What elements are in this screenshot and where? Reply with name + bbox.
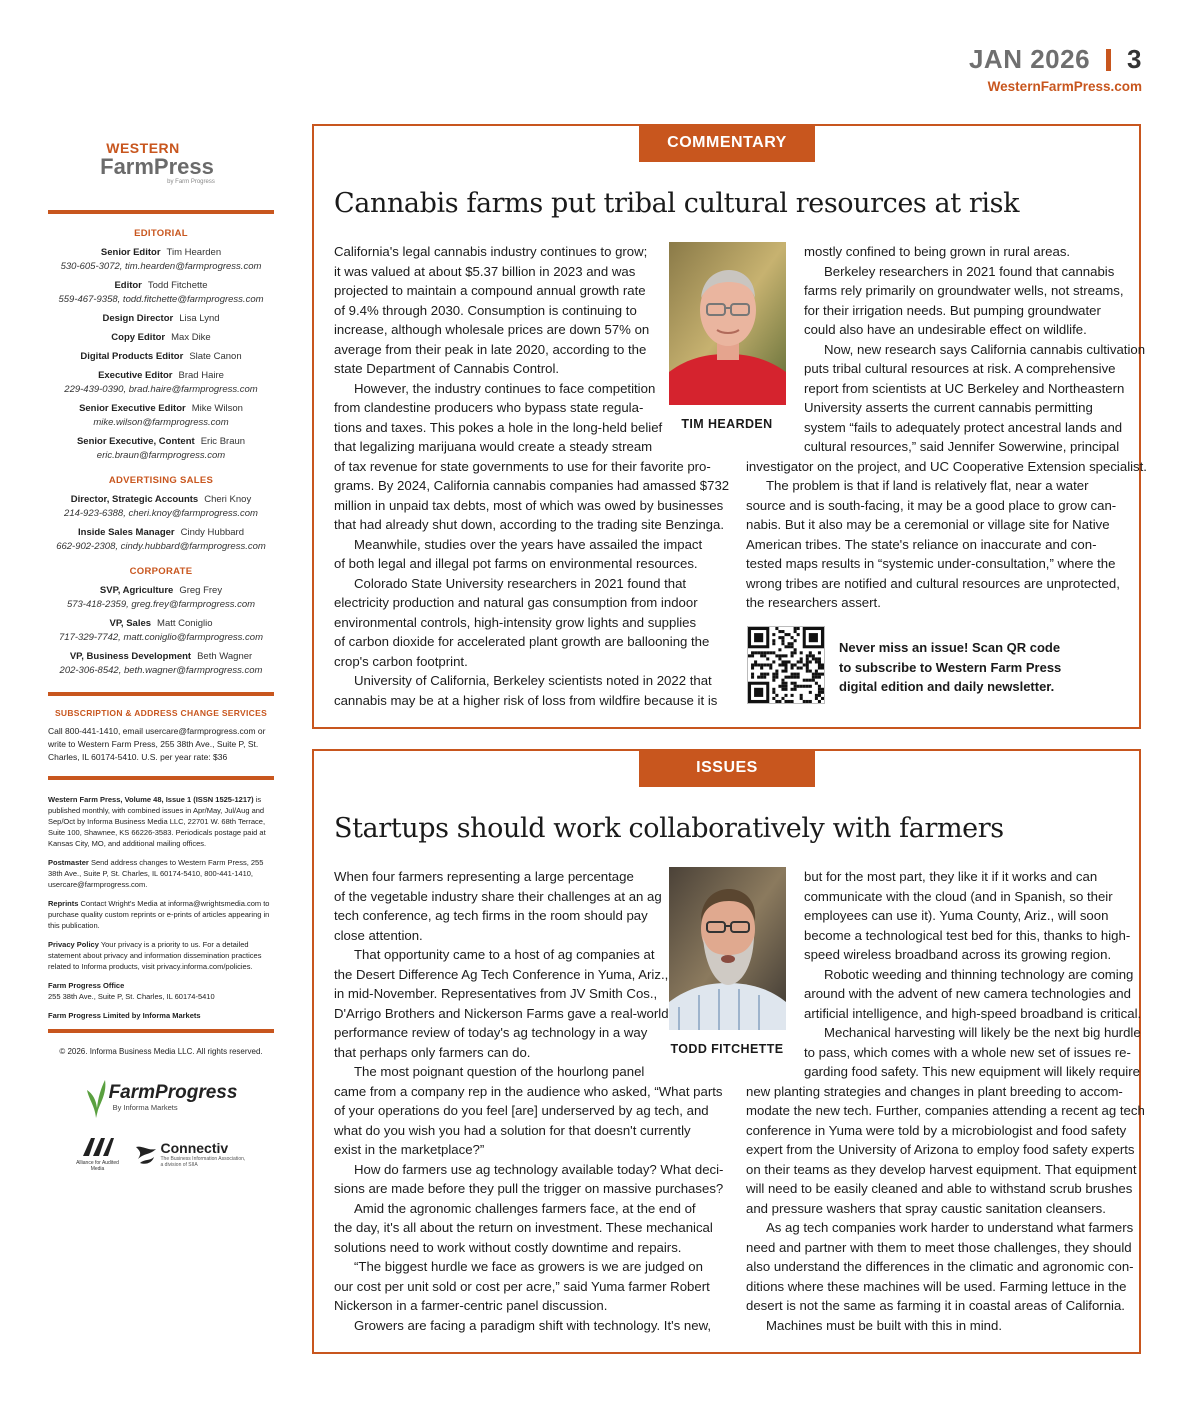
text-line: Growers are facing a paradigm shift with technology. It's new, — [354, 1317, 712, 1333]
article-column-2 — [746, 867, 1145, 1335]
text-line: of your operations do you feel [are] underserved by ag tech, and — [334, 1103, 709, 1118]
qr-promo-line: digital edition and daily newsletter. — [839, 679, 1055, 694]
text-line: what do you wish you had a solution for that doesn't currently — [334, 1122, 691, 1138]
text-line: Mechanical harvesting will likely be the next big hurdle — [824, 1025, 1141, 1040]
entry-role: Digital Products Editor — [80, 351, 184, 362]
legal-notice — [48, 898, 274, 931]
page-number: 3 — [1127, 44, 1142, 74]
text-line: University asserts the current cannabis permitting — [804, 400, 1093, 415]
entry-contact[interactable]: 214-923-6388, cheri.knoy@farmprogress.com — [64, 508, 258, 519]
entry-contact[interactable]: 202-306-8542, beth.wagner@farmprogress.com — [59, 665, 263, 676]
site-url[interactable]: WesternFarmPress.com — [987, 79, 1142, 94]
text-line: sions are made before they pull the trigger on massive purchases? — [334, 1181, 724, 1196]
masthead-entry — [48, 246, 274, 274]
text-line: wrong tribes are notified and cultural resources are unprotected, — [746, 575, 1120, 591]
legal-notice — [48, 1010, 274, 1021]
qr-promo-line: Never miss an issue! Scan QR code — [839, 640, 1061, 655]
text-line: of both legal and illegal pot farms on environmental resources. — [334, 556, 698, 571]
text-line: Berkeley researchers in 2021 found that cannabis — [824, 263, 1115, 279]
text-line: will need to be easily cleaned and able to withstand scrub brushes — [746, 1181, 1133, 1196]
text-line: employees can use it). Yuma County, Ariz., will soon — [804, 908, 1109, 923]
subscribe-qr-code[interactable] — [747, 626, 825, 704]
editorial-title: EDITORIAL — [134, 228, 188, 239]
corporate-title: CORPORATE — [129, 566, 193, 577]
masthead-entry — [48, 435, 274, 463]
logo-by-text: by Farm Progress — [167, 179, 215, 185]
entry-contact[interactable]: 530-605-3072, tim.hearden@farmprogress.com — [60, 261, 262, 272]
text-line: need and partner with them to meet those challenges, they should — [746, 1239, 1132, 1255]
aam-text: Alliance for Audited Media — [76, 1160, 119, 1172]
text-line: expert from the University of Arizona to employ food safety experts — [746, 1142, 1135, 1157]
text-line: our cost per unit sold or cost per acre,” said Yuma farmer Robert — [334, 1278, 710, 1294]
text-line: The problem is that if land is relatively flat, near a water — [766, 478, 1089, 493]
text-line: farms rely primarily on groundwater wells, not streams, — [804, 283, 1124, 298]
article-column-2 — [746, 242, 1147, 613]
legal-notices — [48, 794, 274, 1021]
entry-role: Executive Editor — [98, 370, 173, 381]
text-line: for their irrigation needs. But pumping groundwater — [804, 302, 1101, 318]
text-line: American tribes. The state's reliance on inaccurate and con- — [746, 536, 1097, 552]
entry-name: Matt Coniglio — [157, 618, 213, 629]
text-line: but for the most part, they like it if it works and can — [804, 869, 1098, 884]
text-line: Colorado State University researchers in 2021 found that — [354, 575, 687, 591]
section-tag: COMMENTARY — [639, 124, 815, 162]
text-line: As ag tech companies work harder to understand what farmers — [766, 1220, 1134, 1235]
text-line: report from scientists at UC Berkeley and Northeastern — [804, 380, 1125, 396]
text-line: become a technological test bed for this, thanks to high- — [804, 927, 1131, 943]
publication-logo — [48, 140, 274, 210]
connectiv-name: Connectiv — [160, 1139, 229, 1156]
subscription-title: SUBSCRIPTION & ADDRESS CHANGE SERVICES — [54, 708, 268, 718]
entry-name: Slate Canon — [189, 351, 242, 362]
text-line: and pressure washers that spray caustic sanitation cleansers. — [746, 1200, 1106, 1216]
column-text-wide — [746, 457, 1147, 613]
qr-promo-text — [839, 638, 1061, 697]
qr-promo-line: to subscribe to Western Farm Press — [839, 659, 1062, 675]
text-line: “The biggest hurdle we face as growers is we are judged on — [354, 1259, 703, 1274]
text-line: artificial intelligence, and high-speed broadband is critical. — [804, 1005, 1142, 1021]
copyright: © 2026. Informa Business Media LLC. All rights reserved. — [59, 1047, 263, 1056]
text-line: Robotic weeding and thinning technology are coming — [824, 966, 1134, 982]
entry-name: Todd Fitchette — [147, 280, 208, 291]
text-line: of carbon dioxide for accelerated plant growth are ballooning the — [334, 634, 710, 649]
author-byline: TIM HEARDEN — [681, 417, 773, 431]
legal-heading: Farm Progress Limited by Informa Markets — [48, 1011, 201, 1020]
issues-article — [312, 749, 1145, 1354]
qr-code-icon — [748, 627, 824, 703]
entry-name: Brad Haire — [178, 370, 224, 381]
text-line: tions and taxes. This pokes a hole in the long-held belief — [334, 419, 663, 435]
advertising-title: ADVERTISING SALES — [108, 475, 214, 486]
masthead-rule — [48, 776, 274, 780]
masthead-entry — [48, 331, 274, 345]
text-line: modate the new tech. Further, companies attending a recent ag tech — [746, 1103, 1145, 1118]
text-line: the Desert Difference Ag Tech Conference in Yuma, Ariz., — [334, 966, 669, 982]
advertising-list — [48, 493, 274, 554]
connectiv-mark-icon — [134, 1143, 158, 1165]
text-line: California's legal cannabis industry continues to grow; — [334, 244, 648, 259]
text-line: performance review of today's ag technology in a way — [334, 1025, 648, 1040]
corporate-list — [48, 584, 274, 678]
text-line: in mid-November. Representatives from JV Smith Cos., — [334, 986, 658, 1001]
text-line: also understand the differences in the climatic and agronomic con- — [746, 1259, 1134, 1274]
entry-contact[interactable]: 573-418-2359, greg.frey@farmprogress.com — [66, 599, 256, 610]
text-line: communicate with the cloud (and in Spanish, so their — [804, 888, 1113, 904]
text-line: close attention. — [334, 927, 423, 943]
text-line: When four farmers representing a large percentage — [334, 869, 634, 884]
masthead-entry — [48, 350, 274, 364]
logo-main-text: FarmPress — [100, 154, 214, 179]
legal-heading: Privacy Policy — [48, 940, 99, 949]
legal-notice — [48, 794, 274, 849]
masthead-entry — [48, 369, 274, 397]
masthead-entry — [48, 526, 274, 554]
text-line: of 9.4% through 2030. Consumption is continuing to — [334, 302, 637, 318]
masthead-entry — [48, 617, 274, 645]
entry-contact[interactable]: 662-902-2308, cindy.hubbard@farmprogress.com — [56, 541, 266, 552]
text-line: cannabis may be at a higher risk of loss from wildfire because it is — [334, 692, 718, 708]
entry-contact[interactable]: eric.braun@farmprogress.com — [96, 450, 226, 461]
column-text-wide — [334, 1062, 724, 1335]
text-line: state Department of Cannabis Control. — [334, 361, 560, 376]
masthead-entry — [48, 312, 274, 326]
masthead-entry — [48, 584, 274, 612]
article-column-1 — [334, 867, 724, 1335]
legal-text: Send address changes to Western Farm Press, 255 38th Ave., Suite P, St. Charles, IL 60174-5410, 800-441-1410, usercare@farmprogress.com. — [48, 858, 264, 889]
legal-text: 255 38th Ave., Suite P, St. Charles, IL 60174-5410 — [48, 992, 215, 1001]
text-line: Amid the agronomic challenges farmers face, at the end of — [354, 1200, 696, 1216]
text-line: Machines must be built with this in mind. — [766, 1317, 1003, 1333]
entry-name: Greg Frey — [179, 585, 223, 596]
commentary-article — [312, 124, 1147, 729]
entry-role: Editor — [114, 280, 142, 291]
text-line: new planting strategies and changes in plant breeding to accom- — [746, 1083, 1123, 1099]
text-line: Meanwhile, studies over the years have assailed the impact — [354, 536, 703, 552]
entry-role: Senior Executive, Content — [76, 436, 195, 447]
text-line: solutions need to work without costly downtime and repairs. — [334, 1239, 682, 1255]
text-line: ditions where these machines will be used. Farming lettuce in the — [746, 1278, 1127, 1294]
entry-role: Design Director — [102, 313, 174, 324]
legal-notice — [48, 857, 274, 890]
text-line: the day, it's all about the return on investment. These mechanical — [334, 1220, 713, 1235]
entry-name: Tim Hearden — [166, 247, 222, 258]
folio-divider — [1106, 49, 1111, 71]
entry-role: Inside Sales Manager — [78, 527, 175, 538]
text-line: average from their peak in late 2020, according to the — [334, 341, 647, 357]
section-tag: ISSUES — [639, 749, 815, 787]
text-line: source and is south-facing, it may be a good place to grow can- — [746, 497, 1117, 513]
text-line: it was valued at about $5.37 billion in 2023 and was — [334, 263, 636, 279]
legal-text: is published monthly, with combined issues in Apr/May, Jul/Aug and Sep/Oct by Informa Business Media LLC, 22701 W. 68th Terrace, Suite 100, Shawnee, KS 66226-3583. Periodicals postage paid at Kansas City, MO, and additional mailing offices. — [48, 795, 266, 848]
text-line: speed wireless broadband across its growing region. — [804, 947, 1112, 962]
text-line: that legalizing marijuana would create a steady stream — [334, 439, 653, 454]
legal-text: Contact Wright's Media at informa@wrightsmedia.com to purchase quality custom reprints or e-prints of articles appearing in this publication. — [48, 899, 270, 930]
legal-heading: Reprints — [48, 899, 79, 908]
legal-notice — [48, 939, 274, 972]
issue-date: JAN 2026 — [968, 44, 1091, 74]
article-headline: Cannabis farms put tribal cultural resources at risk — [334, 188, 1020, 219]
text-line: electricity production and natural gas consumption from indoor — [334, 595, 698, 610]
entry-name: Lisa Lynd — [179, 313, 220, 324]
text-line: to pass, which comes with a whole new set of issues re- — [804, 1044, 1131, 1060]
text-line: grams. By 2024, California cannabis companies had amassed $732 — [334, 478, 730, 493]
entry-role: Copy Editor — [111, 332, 166, 343]
text-line: tested maps results in “systemic under-consultation,” where the — [746, 556, 1116, 571]
masthead-entry — [48, 650, 274, 678]
legal-text: Your privacy is a priority to us. For a detailed statement about privacy and information dissemination practices related to Informa products, visit privacy.informa.com/policies. — [48, 940, 262, 971]
entry-role: VP, Sales — [109, 618, 152, 629]
entry-name: Eric Braun — [200, 436, 246, 447]
masthead-rule — [48, 1029, 274, 1033]
text-line: that had already shut down, according to the trading site Benzinga. — [334, 517, 725, 532]
text-line: puts tribal cultural resources at risk. A comprehensive — [804, 361, 1116, 376]
text-line: garding food safety. This new equipment will likely require — [804, 1064, 1140, 1079]
text-line: Now, new research says California cannabis cultivation — [824, 341, 1146, 357]
column-text-narrow — [804, 242, 1146, 457]
text-line: million in unpaid tax debts, most of which was owed by businesses — [334, 497, 724, 513]
folio-line — [969, 44, 1142, 75]
column-text-narrow — [804, 867, 1142, 1082]
farm-progress-logo — [48, 1078, 274, 1118]
text-line: The most poignant question of the hourlong panel — [354, 1064, 645, 1079]
column-text-narrow — [334, 242, 663, 457]
text-line: of tax revenue for state governments to use for their favorite pro- — [334, 458, 711, 474]
logo-top-text: WESTERN — [106, 140, 180, 156]
legal-heading: Postmaster — [48, 858, 89, 867]
masthead-entry — [48, 493, 274, 521]
text-line: D'Arrigo Brothers and Nickerson Farms gave a real-world — [334, 1005, 669, 1021]
entry-role: VP, Business Development — [69, 651, 192, 662]
text-line: the researchers assert. — [746, 595, 881, 610]
text-line: However, the industry continues to face competition — [354, 380, 656, 396]
entry-contact[interactable]: 229-439-0390, brad.haire@farmprogress.com — [64, 384, 258, 395]
entry-contact[interactable]: 559-467-9358, todd.fitchette@farmprogress.com — [58, 294, 264, 305]
legal-heading: Western Farm Press, Volume 48, Issue 1 (ISSN 1525-1217) — [48, 795, 254, 804]
entry-role: Director, Strategic Accounts — [70, 494, 199, 505]
entry-name: Mike Wilson — [191, 403, 243, 414]
masthead — [48, 140, 274, 1172]
text-line: That opportunity came to a host of ag companies at — [354, 947, 655, 962]
text-line: from clandestine producers who bypass state regula- — [334, 400, 644, 415]
text-line: came from a company rep in the audience who asked, “What parts — [334, 1083, 723, 1099]
text-line: tech conference, ag tech firms in the room should pay — [334, 908, 648, 923]
article-headline: Startups should work collaboratively with farmers — [334, 813, 1004, 844]
text-line: desert is not the same as farming it in coastal areas of California. — [746, 1298, 1125, 1313]
author-byline: TODD FITCHETTE — [670, 1042, 784, 1056]
legal-heading: Farm Progress Office — [48, 981, 125, 990]
text-line: that perhaps only farmers can do. — [334, 1044, 531, 1060]
legal-notice — [48, 980, 274, 1002]
text-line: How do farmers use ag technology available today? What deci- — [354, 1161, 724, 1177]
text-line: mostly confined to being grown in rural areas. — [804, 244, 1071, 259]
entry-contact[interactable]: 717-329-7742, matt.coniglio@farmprogress.com — [59, 632, 263, 643]
masthead-entry — [48, 402, 274, 430]
text-line: of the vegetable industry share their challenges at an ag — [334, 888, 662, 904]
text-line: around with the advent of new camera technologies and — [804, 986, 1131, 1001]
text-line: cultural resources,” said Jennifer Sowerwine, principal — [804, 439, 1120, 454]
page-folio — [969, 44, 1142, 94]
masthead-rule — [48, 692, 274, 696]
leaf-icon — [85, 1078, 107, 1118]
text-line: crop's carbon footprint. — [334, 653, 468, 669]
text-line: nabis. But it also may be a ceremonial or village site for Native — [746, 517, 1110, 532]
entry-contact[interactable]: mike.wilson@farmprogress.com — [93, 417, 229, 428]
text-line: increase, although wholesale prices are down 57% on — [334, 322, 650, 337]
aam-logo — [76, 1136, 120, 1172]
aam-mark-icon — [81, 1136, 115, 1158]
fp-logo-name: FarmProgress — [108, 1082, 238, 1103]
editorial-list — [48, 246, 274, 463]
entry-name: Cheri Knoy — [204, 494, 252, 505]
entry-role: SVP, Agriculture — [99, 585, 174, 596]
entry-name: Max Dike — [171, 332, 211, 343]
column-text-wide — [334, 457, 730, 711]
connectiv-logo — [134, 1141, 247, 1168]
text-line: on their teams as they develop harvest equipment. That equipment — [746, 1161, 1137, 1177]
masthead-rule — [48, 210, 274, 214]
association-logos — [48, 1136, 274, 1172]
text-line: Nickerson in a farmer-centric panel discussion. — [334, 1298, 608, 1313]
text-line: University of California, Berkeley scientists noted in 2022 that — [354, 673, 712, 688]
text-line: environmental controls, high-intensity grow lights and supplies — [334, 614, 697, 630]
text-line: projected to maintain a compound annual growth rate — [334, 283, 646, 298]
entry-name: Beth Wagner — [197, 651, 253, 662]
fp-logo-by: By Informa Markets — [112, 1103, 178, 1112]
text-line: could also have an undesirable effect on wildlife. — [804, 322, 1087, 337]
entry-role: Senior Editor — [100, 247, 161, 258]
text-line: exist in the marketplace?” — [334, 1142, 485, 1157]
subscription-text: Call 800-441-1410, email usercare@farmprogress.com or write to Western Farm Press, 255 38th Ave., Suite P, St. Charles, IL 60174-5410. U.S. per year rate: $36 — [48, 726, 266, 762]
masthead-entry — [48, 279, 274, 307]
entry-role: Senior Executive Editor — [79, 403, 186, 414]
column-text-narrow — [334, 867, 669, 1062]
text-line: investigator on the project, and UC Cooperative Extension specialist. — [746, 458, 1147, 474]
connectiv-sub: The Business Information Association, a division of SIIA — [160, 1155, 246, 1168]
column-text-wide — [746, 1082, 1145, 1336]
text-line: system “fails to adequately protect ancestral lands and — [804, 419, 1123, 435]
entry-name: Cindy Hubbard — [180, 527, 244, 538]
text-line: conference in Yuma were told by a microbiologist and food safety — [746, 1122, 1127, 1138]
